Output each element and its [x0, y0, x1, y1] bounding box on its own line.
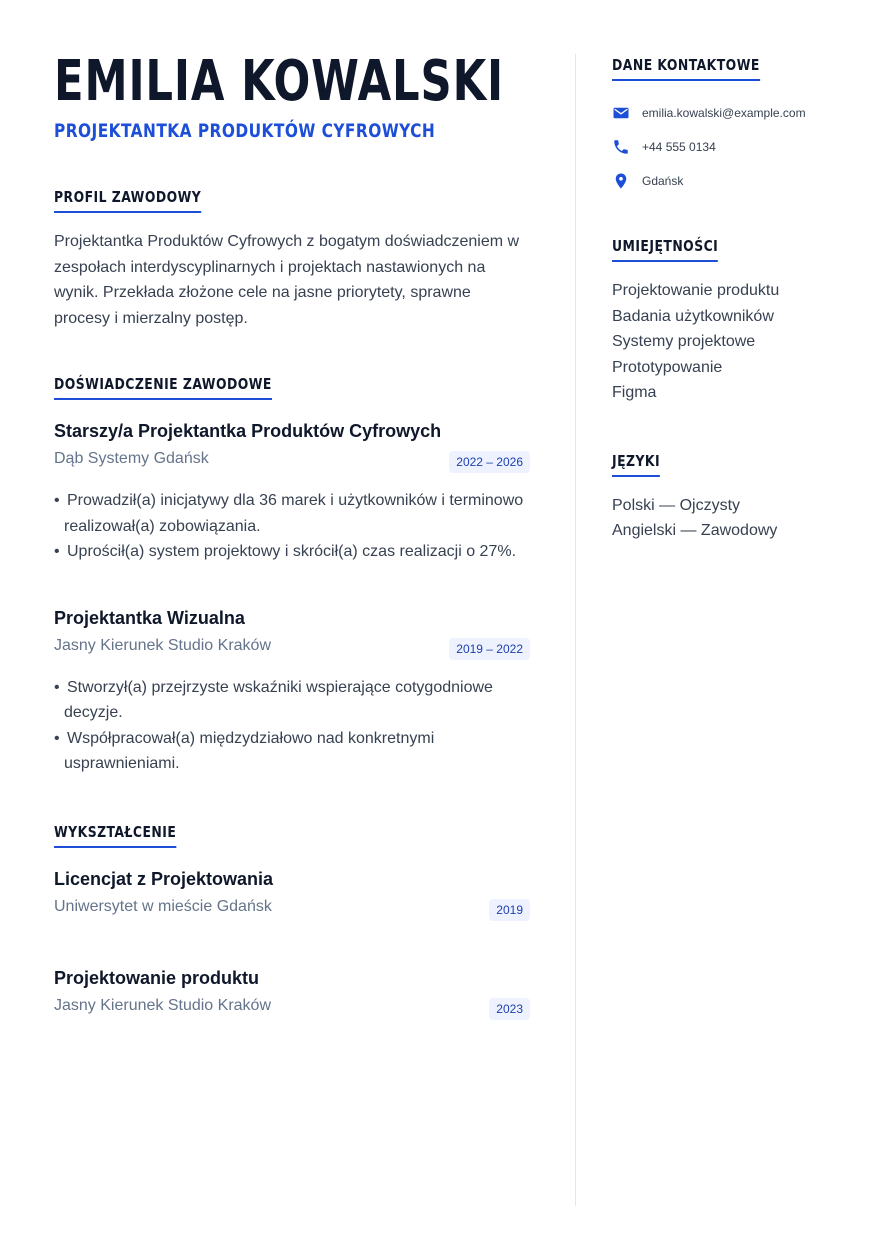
school-name: Uniwersytet w mieście Gdańsk	[54, 897, 272, 915]
contact-section	[612, 56, 852, 191]
degree-title: Licencjat z Projektowania	[54, 868, 274, 889]
phone-icon	[612, 138, 630, 156]
job-company: Jasny Kierunek Studio Kraków	[54, 636, 271, 654]
job-company: Dąb Systemy Gdańsk	[54, 450, 209, 467]
bullet-item: • Stworzył(a) przejrzyste wskaźniki wspierające cotygodniowe decyzje.	[54, 675, 530, 726]
year-badge: 2023	[489, 998, 530, 1020]
school-name: Jasny Kierunek Studio Kraków	[54, 996, 271, 1014]
job-entry	[54, 421, 530, 565]
envelope-icon	[612, 104, 630, 122]
education-entry	[54, 968, 530, 1015]
bullet-item: • Uprościł(a) system projektowy i skrócił(a) czas realizacji o 27%.	[54, 539, 530, 565]
year-badge: 2019	[489, 899, 530, 921]
contact-email[interactable]	[612, 103, 852, 123]
job-entry	[54, 608, 530, 777]
location-text: Gdańsk	[642, 174, 684, 188]
education-entry	[54, 869, 530, 916]
languages-section	[612, 452, 852, 544]
bullet-item: • Współpracował(a) międzydziałowo nad konkretnymi usprawnieniami.	[54, 726, 530, 777]
job-title: Starszy/a Projektantka Produktów Cyfrowych	[54, 421, 442, 441]
skills-list	[612, 278, 852, 406]
date-badge: 2019 – 2022	[449, 638, 530, 660]
main-column	[54, 50, 530, 1015]
language-item: Angielski — Zawodowy	[612, 522, 778, 539]
job-title: Projektantka Wizualna	[54, 607, 245, 628]
languages-list	[612, 493, 852, 544]
phone-text[interactable]: +44 555 0134	[642, 140, 716, 154]
skills-heading: UMIEJĘTNOŚCI	[612, 237, 718, 262]
bullet-item: • Prowadził(a) inicjatywy dla 36 marek i użytkowników i terminowo realizował(a) zobowiązania.	[54, 488, 530, 539]
profile-text: Projektantka Produktów Cyfrowych z bogatym doświadczeniem w zespołach interdyscyplinarnych i projektach nastawionych na wynik. Przekłada złożone cele na jasne priorytety, sprawne procesy i mierzalny postęp.	[54, 233, 520, 327]
contact-heading: DANE KONTAKTOWE	[612, 56, 760, 81]
job-bullets	[54, 675, 530, 777]
education-section	[54, 823, 530, 1015]
candidate-role: PROJEKTANTKA PRODUKTÓW CYFROWYCH	[54, 120, 436, 142]
contact-phone[interactable]	[612, 137, 852, 157]
education-heading: WYKSZTAŁCENIE	[54, 823, 176, 848]
experience-heading: DOŚWIADCZENIE ZAWODOWE	[54, 375, 272, 400]
date-badge: 2022 – 2026	[449, 451, 530, 473]
skill-item: Prototypowanie	[612, 358, 723, 376]
job-bullets	[54, 488, 530, 565]
profile-section	[54, 188, 530, 331]
languages-heading: JĘZYKI	[612, 452, 660, 477]
skills-section	[612, 237, 852, 406]
email-text[interactable]: emilia.kowalski@example.com	[642, 106, 806, 120]
skill-item: Badania użytkowników	[612, 307, 774, 325]
experience-section	[54, 375, 530, 777]
skill-item: Systemy projektowe	[612, 333, 756, 350]
map-pin-icon	[612, 172, 630, 190]
skill-item: Projektowanie produktu	[612, 282, 780, 299]
sidebar	[612, 56, 852, 544]
column-divider	[575, 54, 576, 1206]
candidate-name: EMILIA KOWALSKI	[54, 49, 504, 114]
skill-item: Figma	[612, 384, 657, 401]
profile-heading: PROFIL ZAWODOWY	[54, 188, 201, 213]
contact-location	[612, 171, 852, 191]
degree-title: Projektowanie produktu	[54, 967, 260, 988]
language-item: Polski — Ojczysty	[612, 496, 741, 514]
